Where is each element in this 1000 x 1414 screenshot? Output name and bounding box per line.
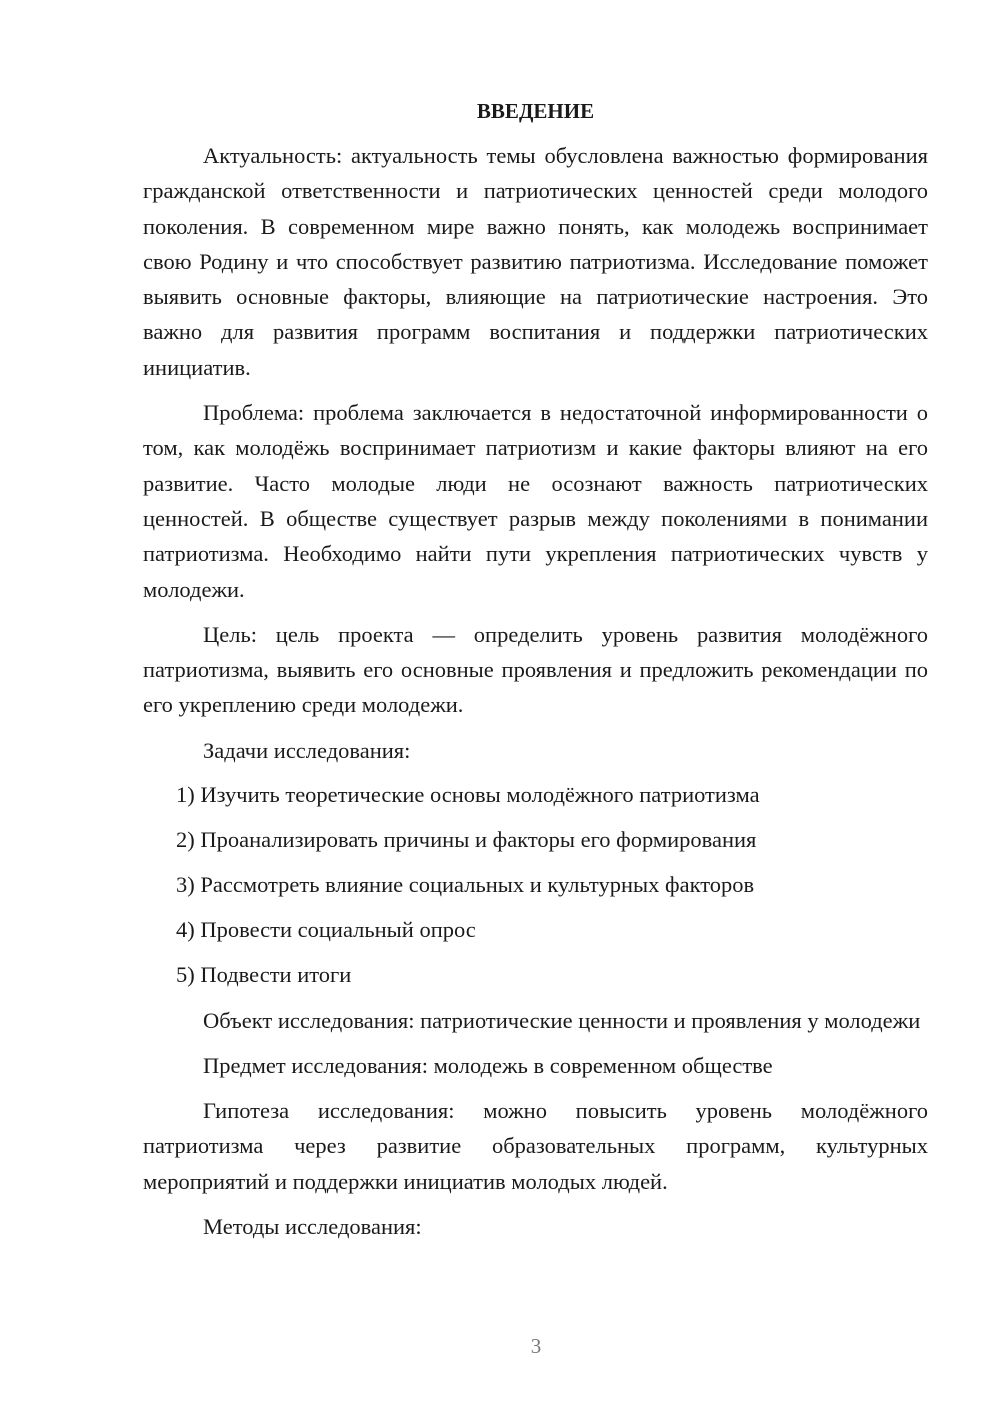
document-page bbox=[143, 92, 928, 1254]
relevance-paragraph: Актуальность: актуальность темы обусловлена важностью формирования гражданской ответственности и патриотических ценностей среди молодого поколения. В современном мире важно понять, как молодежь воспринимает свою Родину и что способствует развитию патриотизма. Исследование поможет выявить основные факторы, влияющие на патриотические настроения. Это важно для развития программ воспитания и поддержки патриотических инициатив. bbox=[143, 143, 928, 380]
object-paragraph: Объект исследования: патриотические ценности и проявления у молодежи bbox=[203, 1007, 921, 1033]
task-item-5: 5) Подвести итоги bbox=[176, 962, 352, 988]
tasks-heading: Задачи исследования: bbox=[203, 737, 411, 763]
task-item-3: 3) Рассмотреть влияние социальных и культурных факторов bbox=[176, 872, 755, 898]
task-item-1: 1) Изучить теоретические основы молодёжного патриотизма bbox=[176, 782, 760, 808]
subject-paragraph: Предмет исследования: молодежь в современном обществе bbox=[203, 1052, 773, 1078]
task-item-4: 4) Провести социальный опрос bbox=[176, 917, 476, 943]
task-item-2: 2) Проанализировать причины и факторы его формирования bbox=[176, 827, 757, 853]
methods-heading: Методы исследования: bbox=[203, 1214, 422, 1239]
page-number: 3 bbox=[530, 1334, 542, 1358]
tasks-list bbox=[143, 777, 928, 993]
problem-paragraph: Проблема: проблема заключается в недостаточной информированности о том, как молодёжь воспринимает патриотизм и какие факторы влияют на его развитие. Часто молодые люди не осознают важность патриотических ценностей. В обществе существует разрыв между поколениями в понимании патриотизма. Необходимо найти пути укрепления патриотических чувств у молодежи. bbox=[143, 400, 928, 602]
goal-paragraph: Цель: цель проекта — определить уровень развития молодёжного патриотизма, выявить его основные проявления и предложить рекомендации по его укреплению среди молодежи. bbox=[143, 621, 928, 718]
hypothesis-paragraph: Гипотеза исследования: можно повысить уровень молодёжного патриотизма через развитие образовательных программ, культурных мероприятий и поддержки инициатив молодых людей. bbox=[143, 1098, 928, 1194]
section-title: ВВЕДЕНИЕ bbox=[476, 99, 595, 123]
